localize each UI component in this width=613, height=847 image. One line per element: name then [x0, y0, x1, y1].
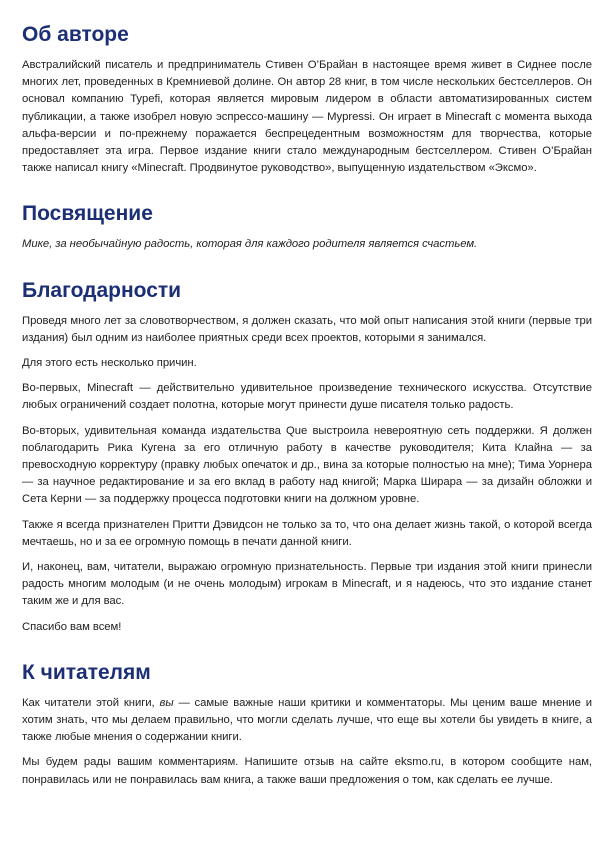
acknowledgements-heading: Благодарности: [22, 278, 182, 302]
acknowledgements-paragraph: Также я всегда признателен Притти Дэвидсон не только за то, что она делает жизнь такой, о которой всегда мечтаешь, но и за ее огромную помощь в печати данной книги.: [22, 518, 592, 548]
to-readers-emphasis: вы: [159, 696, 174, 709]
acknowledgements-closing: Спасибо вам всем!: [22, 620, 122, 633]
acknowledgements-paragraph: И, наконец, вам, читатели, выражаю огромную признательность. Первые три издания этой книги принесли радость многим молодым (и не очень молодым) игрокам в Minecraft, и я надеюсь, что это издание станет таким же и для вас.: [22, 561, 592, 608]
dedication-heading: Посвящение: [22, 202, 153, 226]
acknowledgements-paragraph: Проведя много лет за словотворчеством, я должен сказать, что мой опыт написания этой книги (первые три издания) был одним из наиболее приятных среди всех проектов, которыми я занимался.: [22, 314, 592, 344]
to-readers-paragraph: Мы будем рады вашим комментариям. Напишите отзыв на сайте eksmo.ru, в котором сообщите нам, понравилась или не понравилась вам книга, а также ваши предложения о том, как сделать ее лучше.: [22, 756, 592, 786]
acknowledgements-paragraph: Во-вторых, удивительная команда издательства Que выстроила невероятную сеть поддержки. Я должен поблагодарить Рика Кугена за его отличную работу в качестве руководителя; Кита Клайна — за превосходную корректуру (правку любых опечаток и др., вина за которые полностью на мне); Тима Уорнера — за научное редактирование и за его вклад в работу над книгой; Марка Ширара — за дизайн обложки и Сета Керни — за поддержку процесса подготовки книги на должном уровне.: [22, 424, 592, 506]
about-author-heading: Об авторе: [22, 23, 129, 46]
to-readers-text-start: Как читатели этой книги,: [22, 696, 160, 709]
dedication-text: Мике, за необычайную радость, которая для каждого родителя является счастьем.: [22, 238, 478, 251]
about-author-text: Австралийский писатель и предприниматель Стивен О’Брайан в настоящее время живет в Сиднее после многих лет, проведенных в Кремниевой долине. Он автор 28 книг, в том числе нескольких бестселлеров. Он основал компанию Typefi, которая является мировым лидером в области автоматизированных систем публикации, а также изобрел новую эспрессо-машину — Mypressi. Он играет в Minecraft с момента выхода альфа-версии и по-прежнему поражается беспрецедентным возможностям для творчества, которые предоставляет эта игра. Первое издание книги стало международным бестселлером. Стивен О’Брайан также написал книгу «Minecraft. Продвинутое руководство», выпущенную издательством «Эксмо».: [22, 59, 592, 175]
acknowledgements-paragraph: Для этого есть несколько причин.: [22, 357, 197, 370]
acknowledgements-paragraph: Во-первых, Minecraft — действительно удивительное произведение технического искусства. Отсутствие любых ограничений создает полотна, которые могут принести душе писателя только радость.: [22, 382, 592, 412]
to-readers-heading: К читателям: [22, 660, 151, 684]
book-page: [22, 22, 592, 789]
to-readers-paragraph: [22, 695, 592, 747]
to-readers-text-end: — самые важные наши критики и комментаторы. Мы ценим ваше мнение и хотим знать, что мы делаем правильно, что могли сделать лучше, что еще вы хотели бы увидеть в книге, а также любые мнения о содержании книги.: [22, 696, 593, 744]
